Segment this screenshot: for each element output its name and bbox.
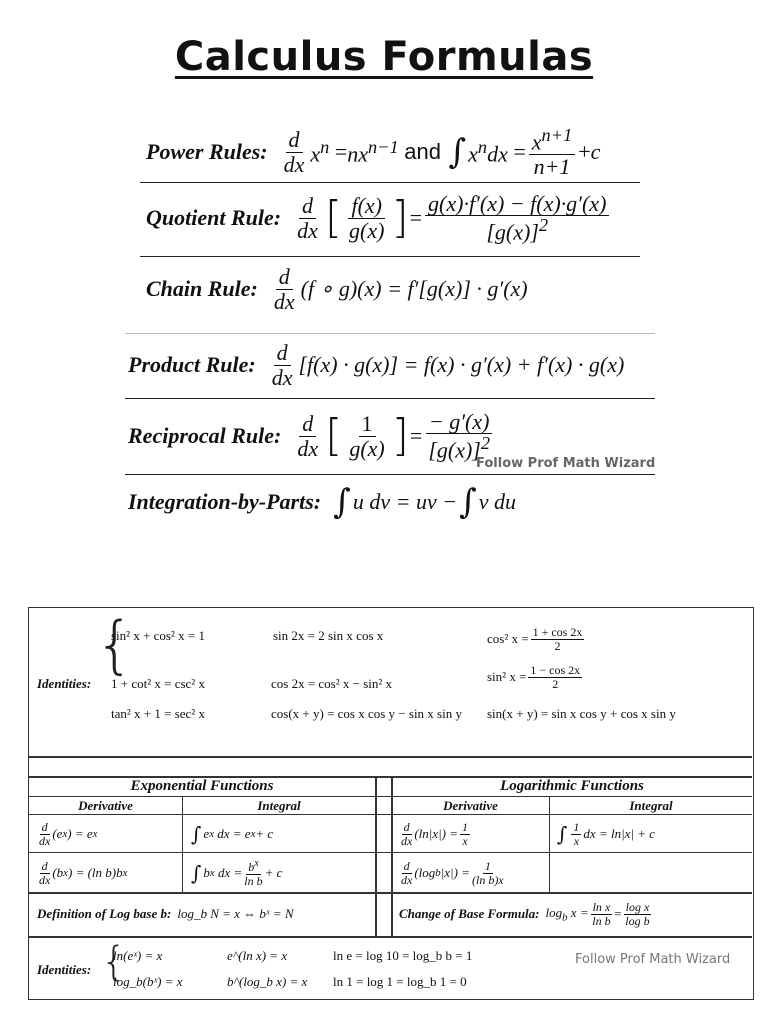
identity-cos-half: cos² x = $\frac{1 + \cos 2x}{2}$ bbox=[487, 624, 583, 653]
integration-by-parts: Integration-by-Parts: ∫ u dv = uv − ∫ v du bbox=[128, 482, 517, 522]
exp-header: Exponential Functions bbox=[130, 778, 274, 794]
identity: 1 + cot² x = csc² x bbox=[111, 676, 205, 691]
log-identity: b^(log_b x) = x bbox=[227, 974, 308, 989]
left-brace: { bbox=[101, 939, 127, 985]
identity: cos(x + y) = cos x cos y − sin x sin y bbox=[271, 706, 462, 721]
ibp-tail: v du bbox=[478, 489, 517, 514]
divider bbox=[140, 182, 640, 183]
table-line bbox=[375, 776, 377, 936]
power-rule: Power Rules: $\frac{d}{dx}$ $x^n$ = $nx^{n-1}$ and ∫ $x^ndx$ = $\frac{x^{n+1}}{n+1}$ + c bbox=[146, 125, 601, 179]
divider bbox=[125, 333, 655, 334]
table-line bbox=[29, 936, 752, 938]
page-title: Calculus Formulas bbox=[174, 34, 594, 80]
log-derivative-header: Derivative bbox=[443, 797, 498, 813]
log-identity: e^(ln x) = x bbox=[227, 948, 288, 963]
exp-integral-2: ∫ b x dx = $\frac{b^x}{\text{ln b}}$ + c bbox=[191, 857, 283, 888]
log-identity: ln(eˣ) = x bbox=[113, 948, 163, 963]
product-rule: Product Rule: $\frac{d}{dx}$ [f(x) · g(x)] = f(x) · g′(x) + f′(x) · g(x) bbox=[128, 340, 625, 390]
chain-rule-label: Chain Rule: bbox=[146, 276, 258, 301]
identity: cos 2x = cos² x − sin² x bbox=[271, 676, 393, 691]
log-integral-1: ∫ $\frac{1}{x}$ dx = ln|x| + c bbox=[557, 819, 656, 848]
ibp-label: Integration-by-Parts: bbox=[128, 489, 322, 514]
identities-label: Identities: bbox=[37, 676, 92, 691]
quotient-rule-label: Quotient Rule: bbox=[146, 205, 282, 230]
watermark: Follow Prof Math Wizard bbox=[575, 952, 731, 967]
log-identity: ln e = log 10 = log_b b = 1 bbox=[333, 948, 473, 963]
table-line bbox=[29, 756, 752, 758]
power-rule-label: Power Rules: bbox=[146, 139, 268, 164]
identity: sin² x + cos² x = 1 bbox=[111, 628, 205, 643]
log-integral-header: Integral bbox=[629, 797, 673, 813]
ibp-formula: u dv = uv − bbox=[352, 489, 458, 514]
log-identity: ln 1 = log 1 = log_b 1 = 0 bbox=[333, 974, 467, 989]
power-rule-and: and bbox=[404, 139, 441, 164]
chain-rule: Chain Rule: $\frac{d}{dx}$ (f ∘ g)(x) = f′[g(x)] · g′(x) bbox=[146, 264, 528, 314]
watermark: Follow Prof Math Wizard bbox=[476, 456, 656, 471]
log-derivative-1: $\frac{d}{dx}$ (ln|x|) = $\frac{1}{x}$ bbox=[401, 819, 469, 848]
quotient-rule: Quotient Rule: $\frac{d}{dx}$ [ $\frac{f(x)}{g(x)}$ ] = $\frac{g(x)\cdot f'(x) - f(x)\cdot g'(x)}{[g(x)]^2}$ bbox=[146, 186, 612, 250]
log-identity: log_b(bˣ) = x bbox=[113, 974, 183, 989]
left-brace: { bbox=[95, 608, 135, 681]
formula-table bbox=[28, 607, 754, 1000]
log-identities-label: Identities: bbox=[37, 962, 92, 977]
exp-integral-1: ∫ e x dx = e x + c bbox=[191, 822, 274, 846]
reciprocal-rule-label: Reciprocal Rule: bbox=[128, 423, 282, 448]
log-header: Logarithmic Functions bbox=[500, 778, 644, 794]
identity: sin 2x = 2 sin x cos x bbox=[273, 628, 384, 643]
exp-derivative-2: $\frac{d}{dx}$ (b x ) = (ln b)b x bbox=[39, 858, 128, 887]
identity: tan² x + 1 = sec² x bbox=[111, 706, 205, 721]
log-derivative-2: $\frac{d}{dx}$ (log b |x|) = $\frac{1}{\text{(ln b)x}}$ bbox=[401, 858, 504, 887]
identity-sin-half: sin² x = $\frac{1 - \cos 2x}{2}$ bbox=[487, 662, 581, 691]
reciprocal-rule: Reciprocal Rule: $\frac{d}{dx}$ [ $\frac{1}{g(x)}$ ] = $\frac{- g'(x)}{[g(x)]^2}$ bbox=[128, 404, 496, 468]
change-of-base: Change of Base Formula: $\log_b x$ = $\frac{\text{ln x}}{\text{ln b}}$ = $\frac{\text{log x}}{\text{log b}}$ bbox=[399, 899, 650, 928]
exp-integral-header: Integral bbox=[257, 797, 301, 813]
exp-derivative-1: $\frac{d}{dx}$ (e x ) = e x bbox=[39, 819, 98, 848]
identity: sin(x + y) = sin x cos y + cos x sin y bbox=[487, 706, 676, 721]
def-log-base: Definition of Log base b: log_b N = x ⇔ bˣ = N bbox=[37, 906, 294, 921]
product-rule-label: Product Rule: bbox=[128, 352, 256, 377]
exp-derivative-header: Derivative bbox=[78, 797, 133, 813]
divider bbox=[125, 474, 655, 475]
divider bbox=[140, 256, 640, 257]
divider bbox=[125, 398, 655, 399]
